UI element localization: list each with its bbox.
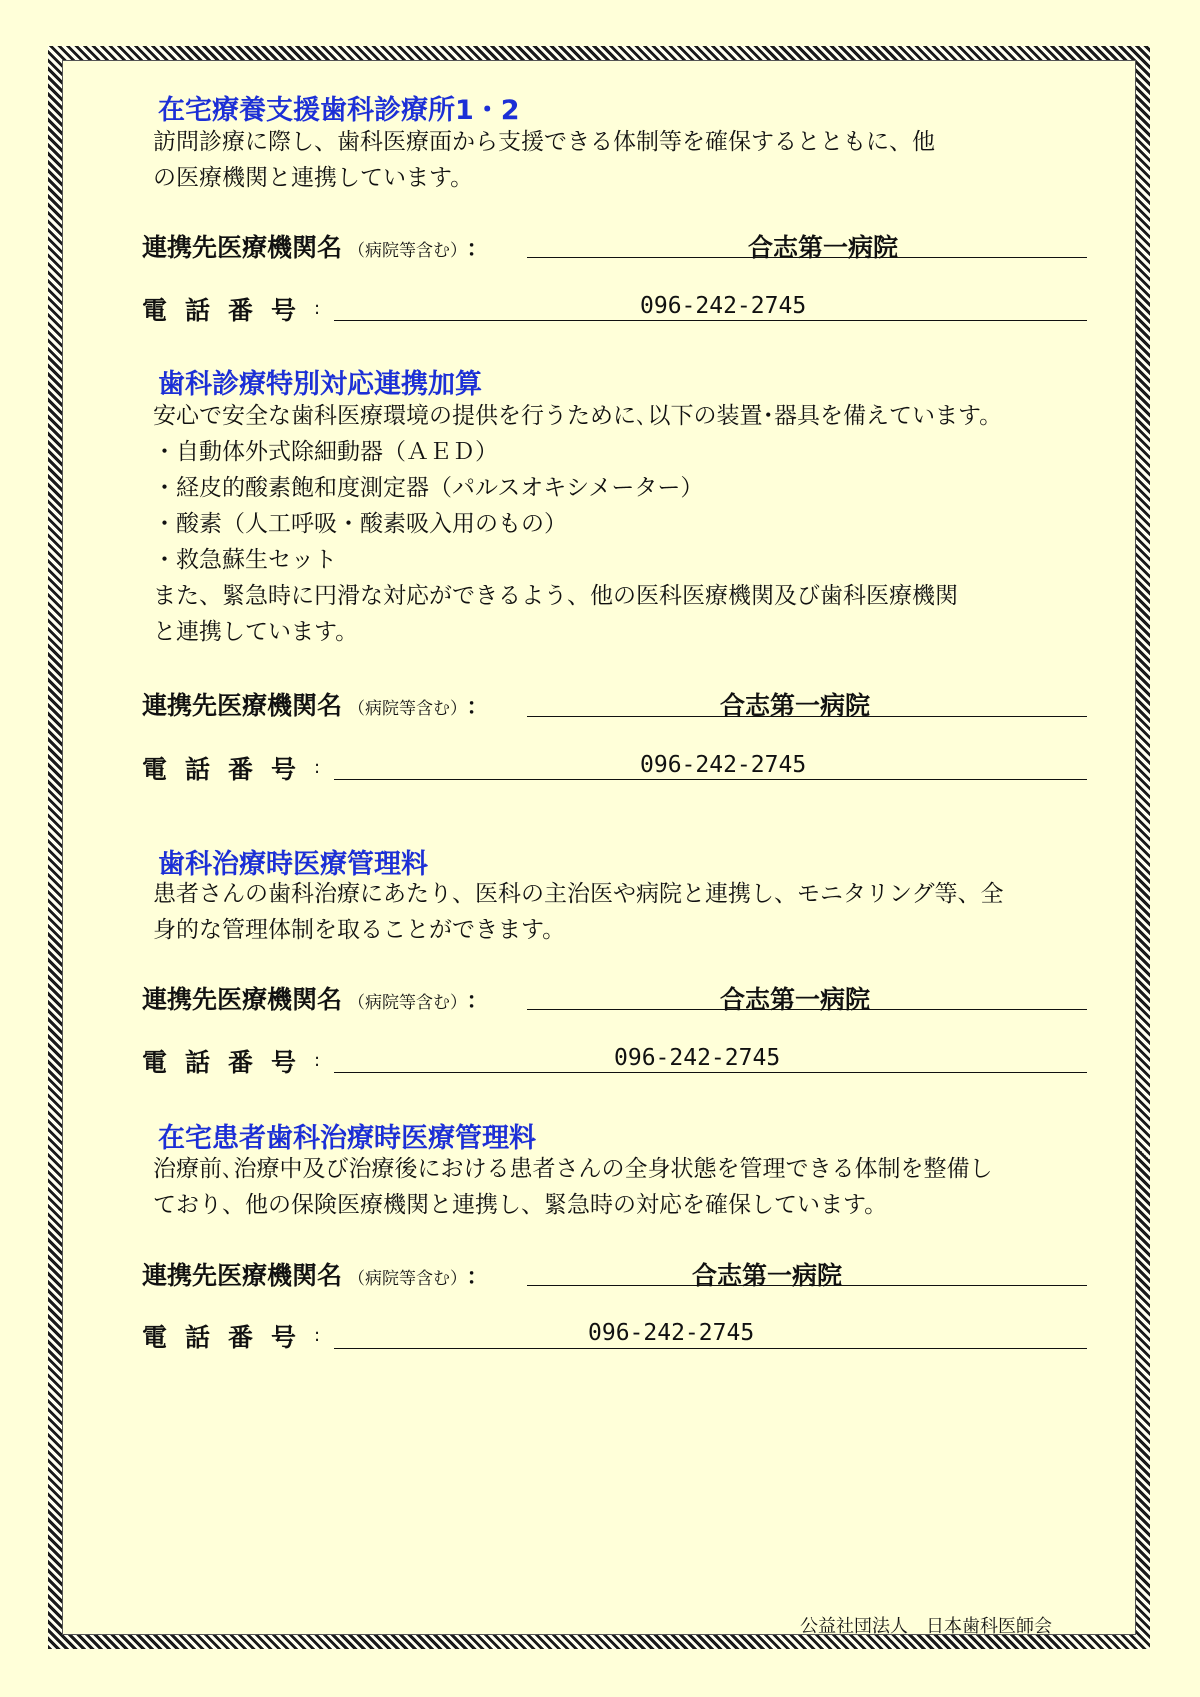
tel-label: 電話番号 — [142, 1048, 315, 1077]
partner-label: 連携先医療機関名 （病院等含む） ： — [142, 691, 489, 720]
section-title: 歯科治療時医療管理料 — [158, 849, 428, 880]
partner-colon: ： — [466, 695, 489, 720]
description-line: 訪問診療に際し、歯科医療面から支援できる体制等を確保するとともに、他 — [153, 129, 935, 155]
tel-colon: : — [314, 757, 321, 778]
phone-underline — [334, 779, 1087, 780]
section-description — [153, 876, 1004, 948]
hospital-name: 合志第一病院 — [720, 691, 871, 720]
description-line: の医療機関と連携しています。 — [153, 165, 474, 191]
section-description — [153, 124, 935, 196]
phone-underline — [334, 1348, 1087, 1349]
description-line: ており、他の保険医療機関と連携し、緊急時の対応を確保しています。 — [153, 1192, 888, 1218]
phone-number: 096-242-2745 — [640, 293, 807, 319]
list-item: ・自動体外式除細動器（ＡＥＤ） — [153, 439, 498, 465]
partner-note: （病院等含む） — [348, 699, 459, 719]
partner-note: （病院等含む） — [348, 241, 459, 261]
tel-label: 電話番号 — [142, 1323, 315, 1352]
list-item: ・救急蘇生セット — [153, 547, 337, 573]
description-line: 治療前､治療中及び治療後における患者さんの全身状態を管理できる体制を整備し — [153, 1156, 993, 1182]
description-line: と連携しています。 — [153, 619, 359, 645]
section-description — [153, 398, 1002, 650]
partner-note: （病院等含む） — [348, 993, 459, 1013]
section-title: 在宅療養支援歯科診療所1・2 — [158, 95, 520, 126]
tel-label: 電話番号 — [142, 755, 315, 784]
phone-number: 096-242-2745 — [588, 1320, 755, 1346]
phone-underline — [334, 1072, 1087, 1073]
description-line: 安心で安全な歯科医療環境の提供を行うために､以下の装置･器具を備えています。 — [153, 403, 1003, 429]
phone-underline — [334, 320, 1087, 321]
phone-number: 096-242-2745 — [614, 1045, 781, 1071]
section-title: 在宅患者歯科治療時医療管理料 — [158, 1123, 536, 1154]
hospital-name: 合志第一病院 — [692, 1261, 843, 1290]
partner-label: 連携先医療機関名 （病院等含む） ： — [142, 985, 489, 1014]
tel-label: 電話番号 — [142, 296, 315, 325]
partner-colon: ： — [466, 1265, 489, 1290]
hospital-name: 合志第一病院 — [720, 985, 871, 1014]
description-line: また、緊急時に円滑な対応ができるよう、他の医科医療機関及び歯科医療機関 — [153, 583, 958, 609]
description-line: 患者さんの歯科治療にあたり、医科の主治医や病院と連携し、モニタリング等、全 — [153, 881, 1004, 907]
partner-label: 連携先医療機関名 （病院等含む） ： — [142, 233, 489, 262]
section-title: 歯科診療特別対応連携加算 — [158, 369, 482, 400]
partner-colon: ： — [466, 989, 489, 1014]
description-line: 身的な管理体制を取ることができます。 — [153, 917, 566, 943]
list-item: ・経皮的酸素飽和度測定器（パルスオキシメーター） — [153, 475, 704, 501]
partner-colon: ： — [466, 237, 489, 262]
tel-colon: : — [314, 1325, 321, 1346]
partner-note: （病院等含む） — [348, 1269, 459, 1289]
tel-colon: : — [314, 1050, 321, 1071]
tel-colon: : — [314, 298, 321, 319]
footer-association-name: 公益社団法人 日本歯科医師会 — [800, 1616, 1052, 1637]
section-description — [153, 1151, 993, 1223]
list-item: ・酸素（人工呼吸・酸素吸入用のもの） — [153, 511, 567, 537]
hospital-name: 合志第一病院 — [748, 233, 899, 262]
phone-number: 096-242-2745 — [640, 752, 807, 778]
partner-label: 連携先医療機関名 （病院等含む） ： — [142, 1261, 489, 1290]
